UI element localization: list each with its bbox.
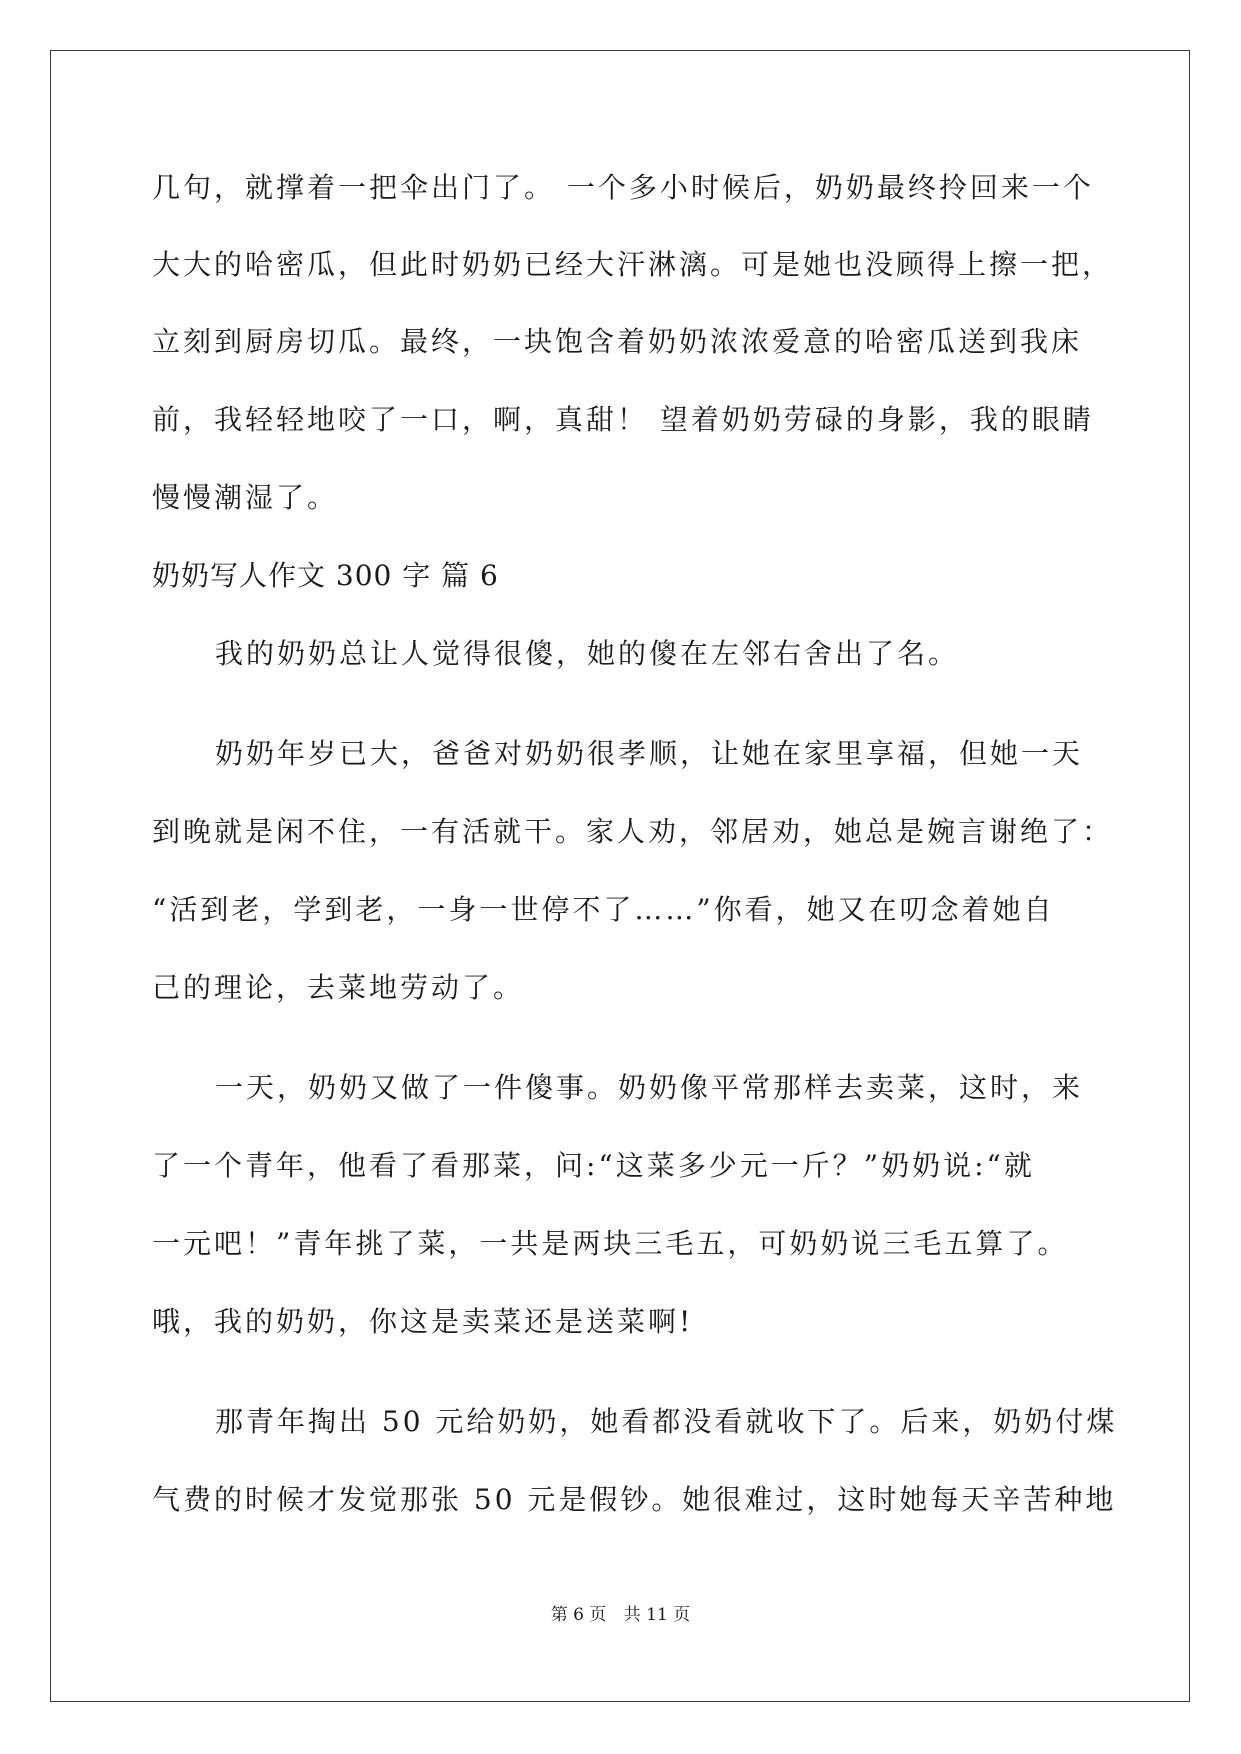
section-heading: 奶奶写人作文 300 字 篇 6 (152, 559, 499, 592)
paragraph-line: 奶奶年岁已大，爸爸对奶奶很孝顺，让她在家里享福，但她一天 (215, 737, 1084, 770)
text-line: 前，我轻轻地咬了一口，啊，真甜！ 望着奶奶劳碌的身影，我的眼睛 (152, 403, 1094, 436)
text-line: 慢慢潮湿了。 (152, 481, 339, 514)
page-total: 共 11 页 (623, 1605, 691, 1625)
paragraph-line: 己的理论，去菜地劳动了。 (152, 971, 525, 1004)
page-footer (0, 1600, 1241, 1625)
paragraph-line: 我的奶奶总让人觉得很傻，她的傻在左邻右舍出了名。 (215, 637, 960, 670)
text-line: 立刻到厨房切瓜。最终，一块饱含着奶奶浓浓爱意的哈密瓜送到我床 (152, 325, 1083, 358)
text-line: 大大的哈密瓜，但此时奶奶已经大汗淋漓。可是她也没顾得上擦一把， (152, 248, 1114, 281)
page-border (50, 50, 1190, 1702)
paragraph-line: 了一个青年，他看了看那菜，问:“这菜多少元一斤？”奶奶说:“就 (152, 1149, 1035, 1182)
paragraph-line: 哦，我的奶奶，你这是卖菜还是送菜啊! (152, 1305, 694, 1338)
page-number: 第 6 页 (550, 1605, 607, 1625)
paragraph-line: “活到老，学到老，一身一世停不了……”你看，她又在叨念着她自 (152, 893, 1055, 926)
paragraph-line: 一元吧！”青年挑了菜，一共是两块三毛五，可奶奶说三毛五算了。 (152, 1227, 1069, 1260)
paragraph-line: 一天，奶奶又做了一件傻事。奶奶像平常那样去卖菜，这时，来 (215, 1071, 1084, 1104)
paragraph-line: 到晚就是闲不住，一有活就干。家人劝，邻居劝，她总是婉言谢绝了： (152, 815, 1114, 848)
paragraph-line: 那青年掏出 50 元给奶奶，她看都没看就收下了。后来，奶奶付煤 (215, 1405, 1118, 1438)
paragraph-line: 气费的时候才发觉那张 50 元是假钞。她很难过，这时她每天辛苦种地 (152, 1483, 1117, 1516)
text-line: 几句，就撑着一把伞出门了。 一个多小时候后，奶奶最终拎回来一个 (152, 171, 1094, 204)
